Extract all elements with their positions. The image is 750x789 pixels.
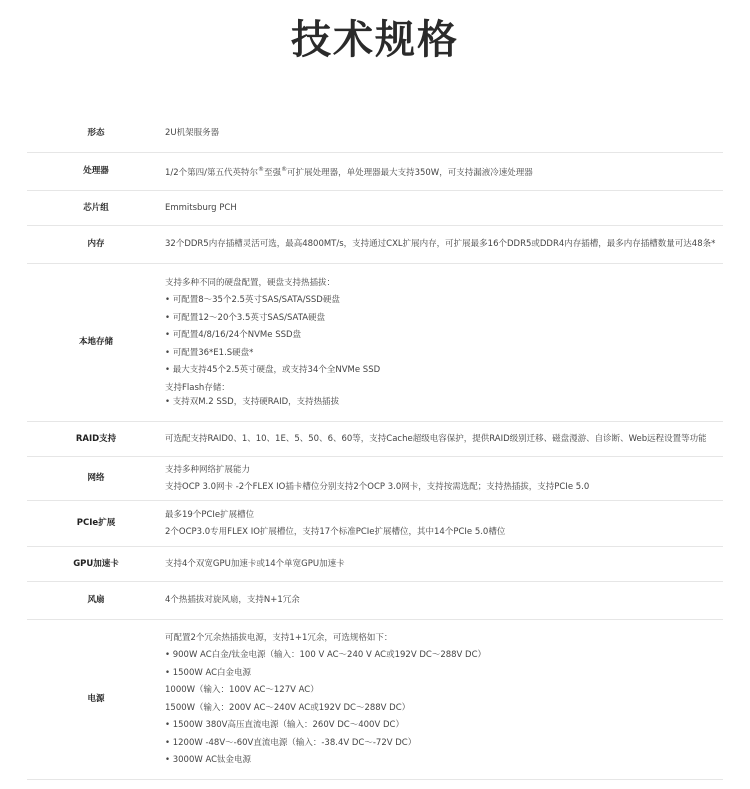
cpu-text-b: 至强	[264, 167, 282, 178]
spec-label: 芯片组	[27, 190, 165, 225]
power-item: • 1200W -48V～-60V直流电源（输入：-38.4V DC～-72V DC）	[165, 736, 723, 750]
spec-value: 32个DDR5内存插槽灵活可选，最高4800MT/s，支持通过CXL扩展内存，可扩展最多16个DDR5或DDR4内存插槽，最多内存插槽数量可达48条*	[165, 225, 723, 263]
spec-value: 支持4个双宽GPU加速卡或14个单宽GPU加速卡	[165, 546, 723, 581]
power-intro: 可配置2个冗余热插拔电源，支持1+1冗余，可选规格如下：	[165, 632, 393, 643]
cpu-text-a: 1/2个第四/第五代英特尔	[165, 167, 259, 178]
spec-label: 形态	[27, 115, 165, 152]
power-plain: 1500W（输入：200V AC～240V AC或192V DC～288V DC）	[165, 702, 411, 713]
network-line: 支持OCP 3.0网卡 -2个FLEX IO插卡槽位分别支持2个OCP 3.0网卡，支持按需选配；支持热插拔，支持PCIe 5.0	[165, 481, 590, 492]
spec-label: 网络	[27, 456, 165, 500]
spec-label: 处理器	[27, 152, 165, 190]
storage-item: • 最大支持45个2.5英寸硬盘，或支持34个全NVMe SSD	[165, 363, 723, 377]
spec-label: 风扇	[27, 581, 165, 619]
spec-row-storage	[27, 263, 723, 421]
pcie-line: 最多19个PCIe扩展槽位	[165, 509, 255, 520]
spec-row-form	[27, 115, 723, 152]
spec-value	[165, 500, 723, 546]
spec-value: Emmitsburg PCH	[165, 190, 723, 225]
network-line: 支持多种网络扩展能力	[165, 464, 251, 475]
spec-table	[27, 115, 723, 780]
storage-item: • 可配置36*E1.S硬盘*	[165, 346, 723, 360]
spec-row-gpu	[27, 546, 723, 581]
spec-value	[165, 619, 723, 779]
power-item: • 1500W AC白金电源	[165, 666, 723, 680]
storage-intro: 支持多种不同的硬盘配置，硬盘支持热插拔：	[165, 277, 336, 288]
spec-row-power	[27, 619, 723, 779]
storage-item: • 可配置8～35个2.5英寸SAS/SATA/SSD硬盘	[165, 293, 723, 307]
spec-row-memory	[27, 225, 723, 263]
spec-value: 4个热插拔对旋风扇，支持N+1冗余	[165, 581, 723, 619]
spec-value: 可选配支持RAID0、1、10、1E、5、50、6、60等，支持Cache超级电容保护，提供RAID级别迁移、磁盘漫游、自诊断、Web远程设置等功能	[165, 421, 723, 456]
power-item: • 3000W AC钛金电源	[165, 753, 723, 767]
storage-flash-text: 支持双M.2 SSD，支持硬RAID，支持热插拔	[172, 396, 340, 407]
spec-value: 2U机架服务器	[165, 115, 723, 152]
registered-mark: ®	[258, 165, 265, 173]
spec-label: PCIe扩展	[27, 500, 165, 546]
spec-label: 本地存储	[27, 263, 165, 421]
storage-flash-intro: 支持Flash存储：	[165, 382, 230, 393]
page-title: 技术规格	[291, 17, 459, 63]
power-item: • 1500W 380V高压直流电源（输入：260V DC～400V DC）	[165, 718, 723, 732]
spec-value	[165, 152, 723, 190]
cpu-text-c: 可扩展处理器，单处理器最大支持350W，可支持漏液冷速处理器	[287, 167, 533, 178]
storage-item: • 可配置4/8/16/24个NVMe SSD盘	[165, 328, 723, 342]
spec-label: GPU加速卡	[27, 546, 165, 581]
storage-item: • 可配置12～20个3.5英寸SAS/SATA硬盘	[165, 311, 723, 325]
spec-label: 内存	[27, 225, 165, 263]
power-plain: 1000W（输入：100V AC～127V AC）	[165, 685, 319, 696]
spec-row-raid	[27, 421, 723, 456]
spec-row-chipset	[27, 190, 723, 225]
spec-row-network	[27, 456, 723, 500]
spec-value	[165, 263, 723, 421]
power-item: • 900W AC白金/钛金电源（输入：100 V AC～240 V AC或192V DC～288V DC）	[165, 648, 723, 662]
spec-row-pcie	[27, 500, 723, 546]
spec-value	[165, 456, 723, 500]
spec-label: RAID支持	[27, 421, 165, 456]
spec-row-fan	[27, 581, 723, 619]
pcie-line: 2个OCP3.0专用FLEX IO扩展槽位，支持17个标准PCIe扩展槽位，其中14个PCIe 5.0槽位	[165, 526, 506, 537]
spec-row-cpu	[27, 152, 723, 190]
registered-mark: ®	[281, 165, 288, 173]
spec-label: 电源	[27, 619, 165, 779]
storage-flash-item: • 支持双M.2 SSD，支持硬RAID，支持热插拔	[165, 396, 340, 407]
